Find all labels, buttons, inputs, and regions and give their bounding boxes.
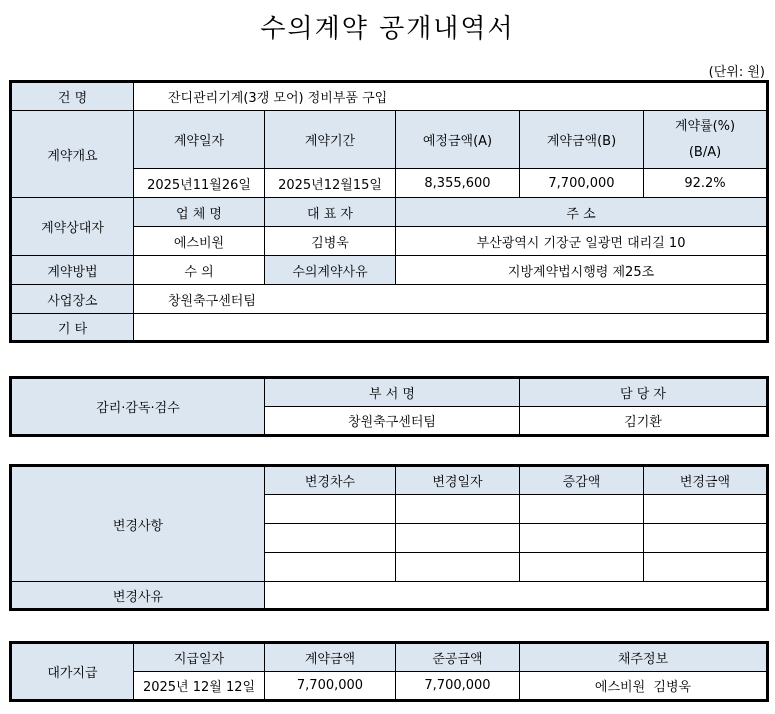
overview-label: 계약개요	[11, 111, 134, 198]
changes-table	[9, 464, 769, 611]
ceo-header: 대 표 자	[265, 198, 396, 227]
party-label: 계약상대자	[11, 198, 134, 256]
unit-label: (단위: 원)	[708, 65, 765, 80]
contract-date-header: 계약일자	[134, 111, 265, 169]
table-cell	[644, 495, 768, 524]
contract-rate-header	[644, 111, 768, 169]
contract-name-value: 잔디관리기계(3갱 모어) 정비부품 구입	[134, 82, 768, 111]
pay-completion-amount-header: 준공금액	[396, 643, 520, 672]
contract-amount-header: 계약금액(B)	[520, 111, 644, 169]
etc-value	[134, 314, 768, 342]
reason-label: 수의계약사유	[265, 256, 396, 285]
table-cell	[644, 553, 768, 582]
rate-header-line1: 계약률(%)	[674, 118, 736, 134]
contract-amount-value: 7,700,000	[520, 169, 644, 198]
table-cell	[520, 553, 644, 582]
method-value: 수 의	[134, 256, 265, 285]
manager-header: 담 당 자	[520, 378, 768, 407]
table-cell	[265, 524, 396, 553]
estimate-amount-value: 8,355,600	[396, 169, 520, 198]
dept-header: 부 서 명	[265, 378, 520, 407]
pay-contract-amount-header: 계약금액	[265, 643, 396, 672]
company-value: 에스비원	[134, 227, 265, 256]
ceo-value: 김병욱	[265, 227, 396, 256]
creditor-info-header: 채주정보	[520, 643, 768, 672]
pay-date-value: 2025년 12월 12일	[134, 672, 265, 701]
table-cell	[396, 553, 520, 582]
rate-header-line2: (B/A)	[688, 144, 722, 160]
table-cell	[396, 495, 520, 524]
address-header: 주 소	[396, 198, 768, 227]
creditor-info-value: 에스비원 김병욱	[520, 672, 768, 701]
document-title: 수의계약 공개내역서	[260, 14, 515, 44]
table-cell	[265, 553, 396, 582]
contract-date-value: 2025년11월26일	[134, 169, 265, 198]
table-cell	[520, 495, 644, 524]
change-delta-header: 증감액	[520, 466, 644, 495]
payment-label: 대가지급	[11, 643, 134, 701]
change-reason-label: 변경사유	[11, 582, 265, 610]
table-cell	[265, 495, 396, 524]
address-value: 부산광역시 기장군 일광면 대리길 10	[396, 227, 768, 256]
pay-date-header: 지급일자	[134, 643, 265, 672]
table-cell	[520, 524, 644, 553]
contract-name-label: 건 명	[11, 82, 134, 111]
contract-rate-value: 92.2%	[644, 169, 768, 198]
payment-table	[9, 641, 769, 702]
site-label: 사업장소	[11, 285, 134, 314]
contract-table	[9, 80, 769, 343]
pay-contract-amount-value: 7,700,000	[265, 672, 396, 701]
etc-label: 기 타	[11, 314, 134, 342]
company-header: 업 체 명	[134, 198, 265, 227]
table-cell	[396, 524, 520, 553]
estimate-amount-header: 예정금액(A)	[396, 111, 520, 169]
pay-completion-amount-value: 7,700,000	[396, 672, 520, 701]
reason-value: 지방계약법시행령 제25조	[396, 256, 768, 285]
contract-period-header: 계약기간	[265, 111, 396, 169]
site-value: 창원축구센터팀	[134, 285, 768, 314]
method-label: 계약방법	[11, 256, 134, 285]
dept-value: 창원축구센터팀	[265, 407, 520, 436]
supervision-table	[9, 376, 769, 437]
manager-value: 김기환	[520, 407, 768, 436]
change-date-header: 변경일자	[396, 466, 520, 495]
change-order-header: 변경차수	[265, 466, 396, 495]
change-reason-value	[265, 582, 768, 610]
supervision-label: 감리·감독·검수	[11, 378, 265, 436]
table-cell	[644, 524, 768, 553]
changes-label: 변경사항	[11, 466, 265, 582]
change-amount-header: 변경금액	[644, 466, 768, 495]
contract-period-value: 2025년12월15일	[265, 169, 396, 198]
